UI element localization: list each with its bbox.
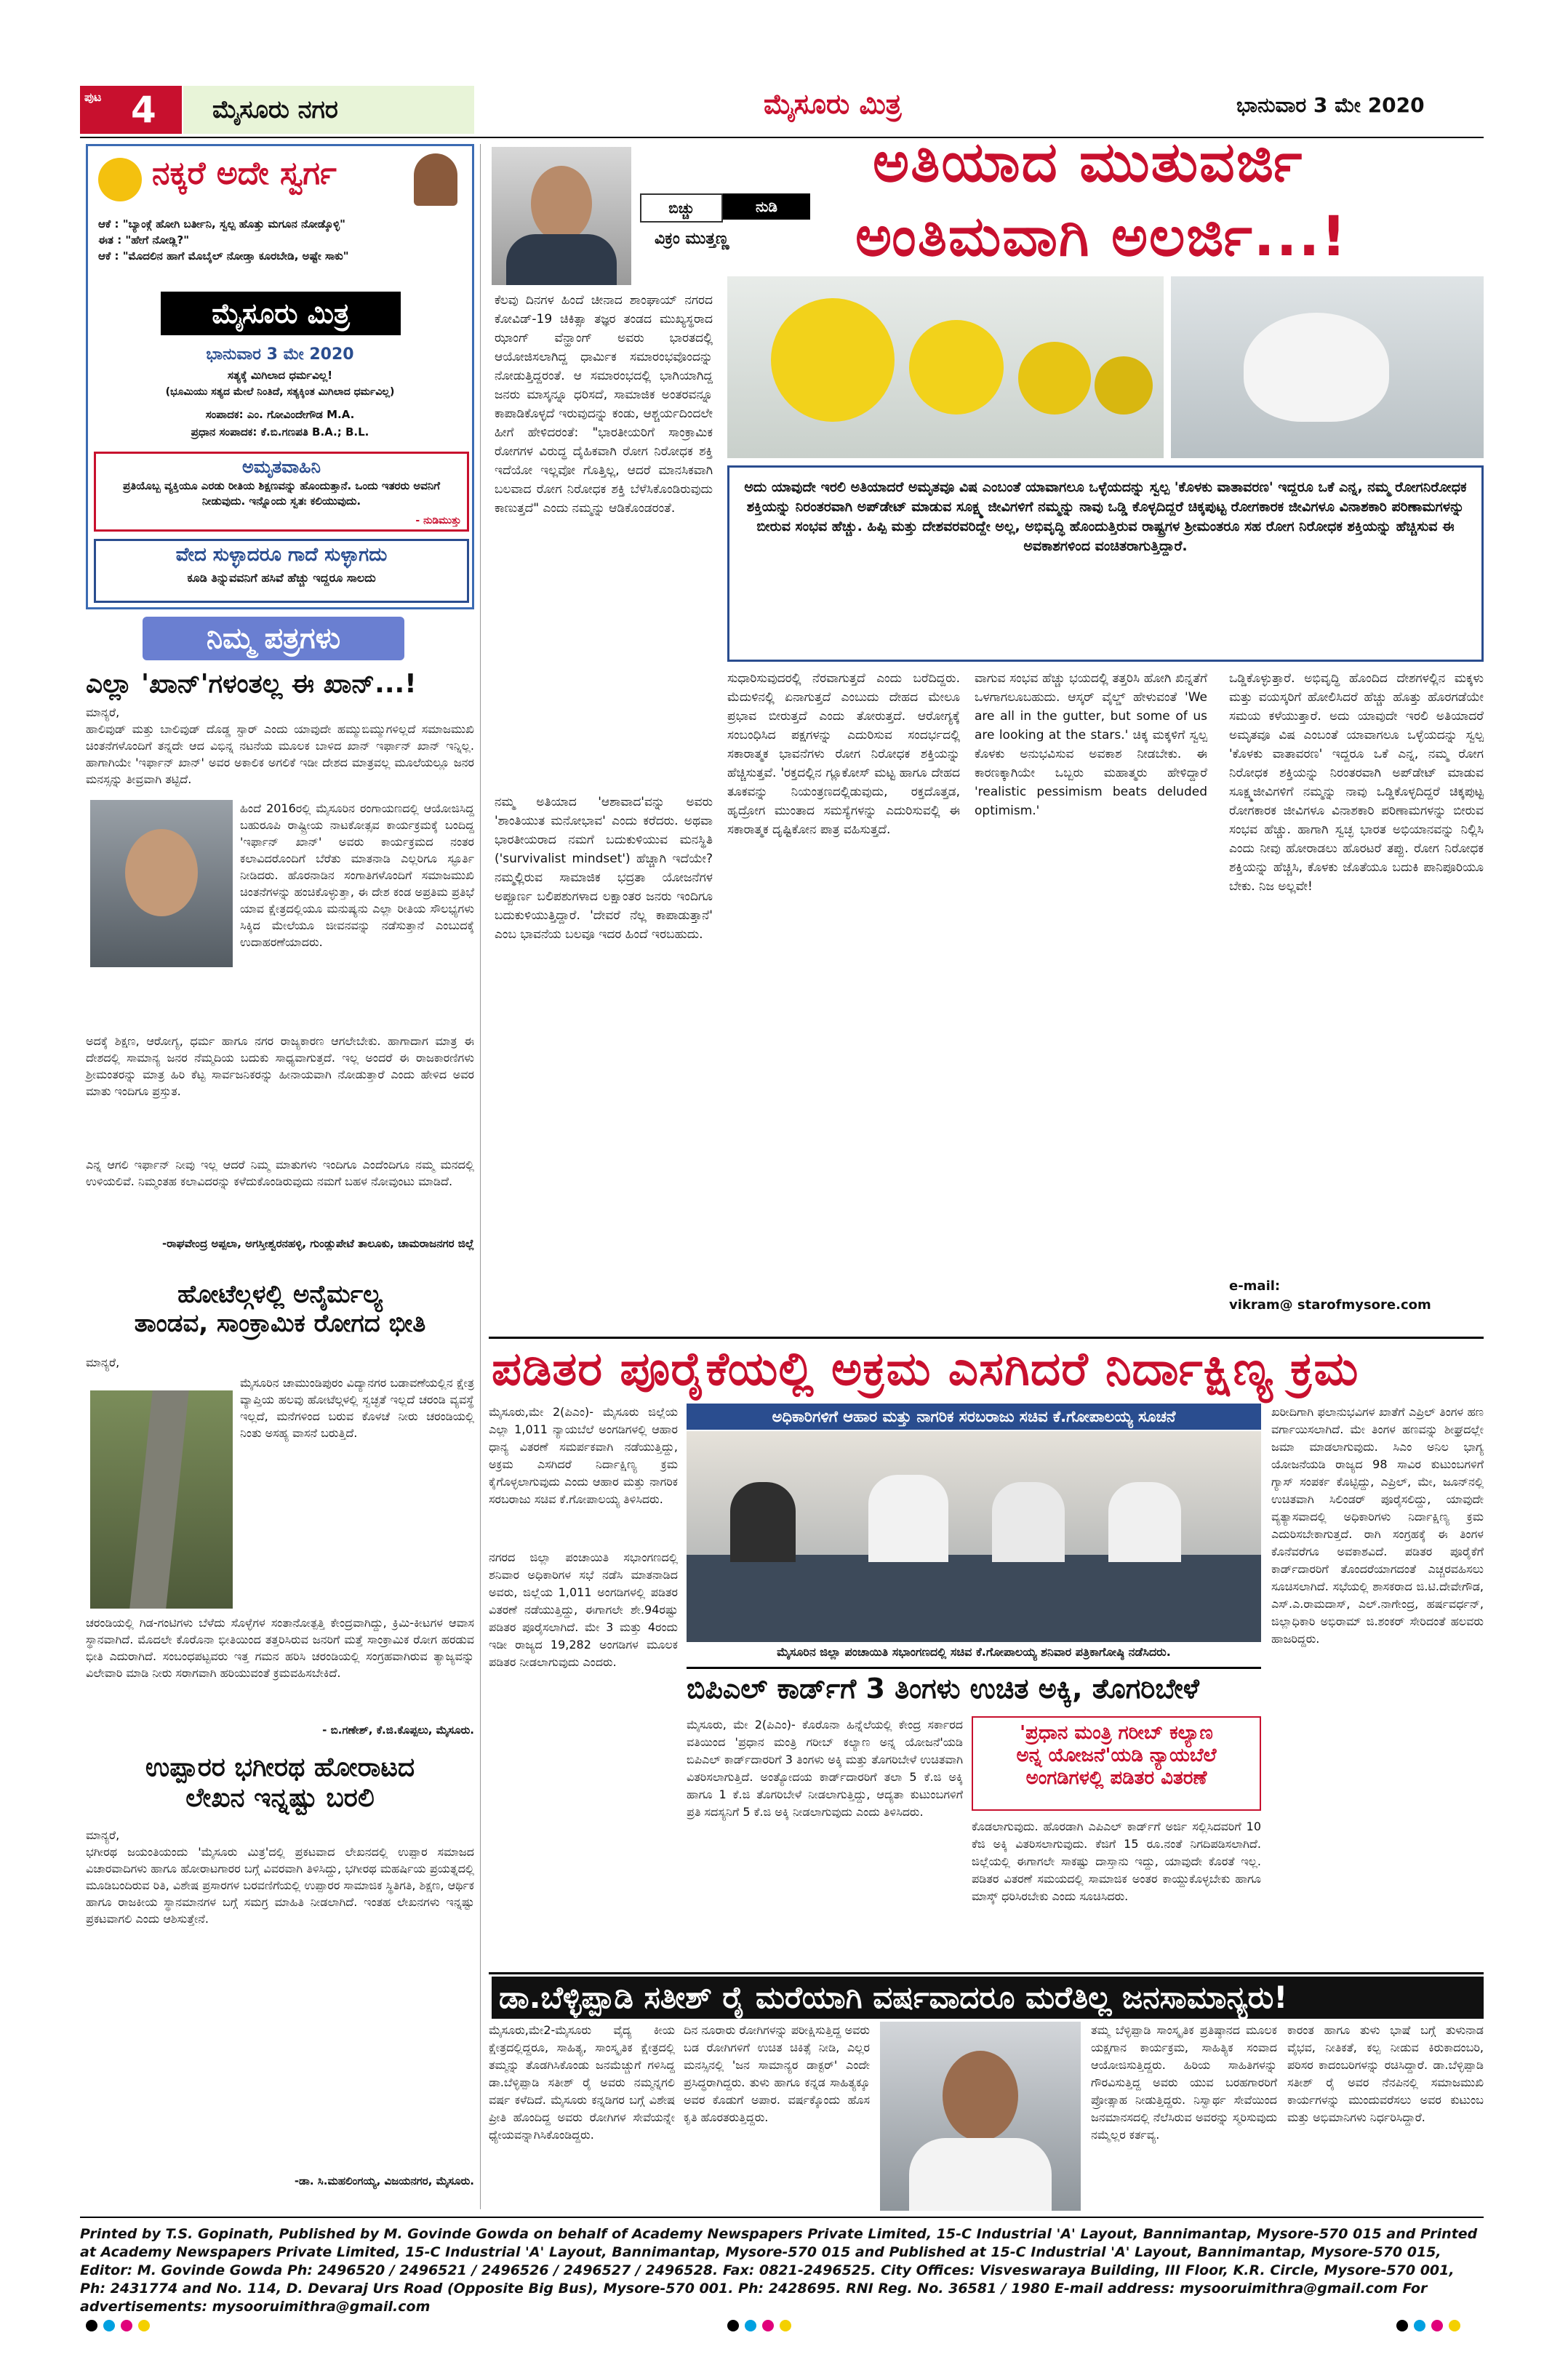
drain-photo	[90, 1390, 233, 1609]
news3-text-4: ಕಾರಂತ ಹಾಗೂ ತುಳು ಭಾಷೆ ಬಗ್ಗೆ ತುಳುನಾಡ ವೈಭವ, ನೀತಿಕತೆ, ಕಲ್ಪ ನೀಡುವ ಕಿರುಕಾದಂಬರಿ, ಪರಿಸರ ಕಾದಂಬರಿಗಳನ್ನು ರಚಿಸಿದ್ದಾರೆ. ಡಾ.ಬೆಳ್ಳಿಪ್ಪಾಡಿ ಸತೀಶ್ ರೈ ಅವರ ನೆನಪಿನಲ್ಲಿ ಸಮಾಜಮುಖಿ ಕಾರ್ಯಗಳನ್ನು ಮುಂದುವರೆಸಲು ಅವರ ಕುಟುಂಬ ಮತ್ತು ಅಭಿಮಾನಿಗಳು ನಿರ್ಧರಿಸಿದ್ದಾರೆ.	[1287, 2023, 1484, 2124]
joke-title: ನಕ್ಕರೆ ಅದೇ ಸ್ವರ್ಗ	[152, 155, 337, 192]
letter-title-line2: ತಾಂಡವ, ಸಾಂಕ್ರಾಮಿಕ ರೋಗದ ಭೀತಿ	[134, 1309, 426, 1338]
emoji-balls-photo	[727, 276, 1164, 458]
news1-text-1b: ನಗರದ ಜಿಲ್ಲಾ ಪಂಚಾಯಿತಿ ಸಭಾಂಗಣದಲ್ಲಿ ಶನಿವಾರ ಅಧಿಕಾರಿಗಳ ಸಭೆ ನಡೆಸಿ ಮಾತನಾಡಿದ ಅವರು, ಜಿಲ್ಲೆಯ 1,011 ಅಂಗಡಿಗಳಲ್ಲಿ ಪಡಿತರ ವಿತರಣೆ ನಡೆಯುತ್ತಿದ್ದು, ಈಗಾಗಲೇ ಶೇ.94ರಷ್ಟು ಪಡಿತರ ಪೂರೈಸಲಾಗಿದೆ. ಮೇ 3 ಮತ್ತು 4ರಂದು ಇಡೀ ರಾಜ್ಯದ 19,282 ಅಂಗಡಿಗಳ ಮೂಲಕ ಪಡಿತರ ನೀಡಲಾಗುವುದು ಎಂದರು.	[489, 1550, 678, 1669]
cartoon-figure-icon	[414, 153, 457, 206]
letter-author: - ಬಿ.ಗಣೇಶ್, ಕೆ.ಜಿ.ಕೊಪ್ಪಲು, ಮೈಸೂರು.	[322, 1724, 474, 1737]
print-dots-right	[1396, 2320, 1466, 2334]
section-city: ಮೈಸೂರು ನಗರ	[183, 86, 474, 134]
column-headline-1: ಅತಿಯಾದ ಮುತುವರ್ಜಿ	[873, 129, 1304, 194]
footer-imprint: Printed by T.S. Gopinath, Published by M. Govinde Gowda on behalf of Academy Newspapers Private Limited, 15-C Industrial 'A' Layout, Bannimantap, Mysore-570 015 and Printed at Academy Newspapers Private Limited, 15-C Industrial 'A' Layout, Bannimantap, Mysore-570 015 and Published at 15-C Industrial 'A' Layout, Bannimantap, Mysore-570 015, Editor: M. Govinde Gowda Ph: 2496520 / 2496521 / 2496526 / 2496527 / 2496528. Fax: 0821-2496525. City Offices: Visveswaraya Building, III Floor, K.R. Circle, Mysore-570 001, Ph: 2431774 and No. 114, D. Devaraj Urs Road (Opposite Big Bus), Mysore-570 001. Ph: 2428695. RNI Reg. No. 36581 / 1980 E-mail address: mysooruimithra@gmail.com For advertisements: mysooruimithra@gmail.com	[80, 2226, 1478, 2315]
angry-face-icon	[1018, 342, 1091, 415]
column-text-5: ಒಡ್ಡಿಕೊಳ್ಳುತ್ತಾರೆ. ಅಭಿವೃದ್ಧಿ ಹೊಂದಿದ ದೇಶಗಳಲ್ಲಿನ ಮಕ್ಕಳು ಮತ್ತು ವಯಸ್ಕರಿಗೆ ಹೋಲಿಸಿದರೆ ಹೆಚ್ಚು ಹೊತ್ತು ಹೊರಗಡೆಯೇ ಸಮಯ ಕಳೆಯುತ್ತಾರೆ. ಅದು ಯಾವುದೇ ಇರಲಿ ಅತಿಯಾದರೆ ಅಮೃತವೂ ವಿಷ ಎಂಬಂತೆ ಯಾವಾಗಲೂ ಒಳ್ಳೆಯದನ್ನು ಸ್ವಲ್ಪ 'ಕೊಳಕು ವಾತಾವರಣ' ಇದ್ದರೂ ಒಕೆ ಎನ್ನ, ನಮ್ಮ ರೋಗ ನಿರೋಧಕ ಶಕ್ತಿಯನ್ನು ನಿರಂತರವಾಗಿ ಅಪ್‌ಡೇಟ್ ಮಾಡುವ ಸೂಕ್ಷ್ಮಜೀವಿಗಳಿಗೆ ನಮ್ಮನ್ನು ನಾವು ಒಡ್ಡಿಕೊಳ್ಳದಿದ್ದರೆ ಚಿಕ್ಕಪುಟ್ಟ ರೋಗಕಾರಕ ಜೀವಿಗಳೂ ವಿನಾಶಕಾರಿ ಪರಿಣಾಮಗಳನ್ನು ಬೀರುವ ಸಂಭವ ಹೆಚ್ಚು. ಹಾಗಾಗಿ ಸ್ವಚ್ಛ ಭಾರತ ಅಭಿಯಾನವನ್ನು ನಿಲ್ಲಿಸಿ ಎಂದು ನೀವು ಹೋರಾಡಲು ಹೊರಟರೆ ತಪ್ಪು. ರೋಗ ನಿರೋಧಕ ಶಕ್ತಿಯನ್ನು ಹೆಚ್ಚಿಸಿ, ಕೊಳಕು ಜೊತೆಯೂ ಬದುಕಿ ಪಾನಿಪೂರಿಯೂ ಬೇಕು. ನಿಜ ಅಲ್ಲವೇ!	[1229, 671, 1484, 894]
salutation: ಮಾನ್ಯರೆ,	[86, 705, 120, 719]
face-shape	[125, 829, 198, 916]
paragraph: ಭಗೀರಥ ಜಯಂತಿಯಂದು 'ಮೈಸೂರು ಮಿತ್ರ'ದಲ್ಲಿ ಪ್ರಕಟವಾದ ಲೇಖನದಲ್ಲಿ ಉಪ್ಪಾರ ಸಮಾಜದ ವಿಚಾರವಾದಿಗಳು ಹಾಗೂ ಹೋರಾಟಗಾರರ ಬಗ್ಗೆ ವಿವರವಾಗಿ ತಿಳಿಸಿದ್ದು, ಭಗೀರಥ ಮಹರ್ಷಿಯ ಪ್ರಯತ್ನದಲ್ಲಿ ಮೂಡಿಬಂದಿರುವ ರಿತಿ, ವಿಶೇಷ ಪ್ರಸಾರಗಳ ಬರವಣಿಗೆಯಲ್ಲಿ ಉಪ್ಪಾರರ ಸಾಮಾಜಿಕ ಸ್ಥಿತಿಗತಿ, ಶಿಕ್ಷಣ, ಆರ್ಥಿಕ ಹಾಗೂ ರಾಜಕೀಯ ಸ್ಥಾನಮಾನಗಳ ಬಗ್ಗೆ ಸಮಗ್ರ ಮಾಹಿತಿ ನೀಡಲಾಗಿದೆ. ಇಂತಹ ಲೇಖನಗಳು ಇನ್ನಷ್ಟು ಪ್ರಕಟವಾಗಲಿ ಎಂದು ಆಶಿಸುತ್ತೇನೆ.	[86, 1845, 474, 1926]
publisher-line: ಪ್ರಧಾನ ಸಂಪಾದಕ: ಕೆ.ಬಿ.ಗಣಪತಿ B.A.; B.L.	[191, 425, 369, 439]
news-rule	[489, 1337, 1484, 1339]
news-rule	[489, 1972, 1484, 1974]
joke-line: ಈತ : "ಹೇಗೆ ನೋಡ್ಲಿ?"	[98, 233, 190, 247]
column-text-4: ವಾಗುವ ಸಂಭವ ಹೆಚ್ಚು ಭಯದಲ್ಲಿ ತತ್ತರಿಸಿ ಹೋಗಿ ಖಿನ್ನತೆಗೆ ಒಳಗಾಗಲೂಬಹುದು. ಆಸ್ಕರ್ ವೈಲ್ಡ್ ಹೇಳುವಂತೆ 'We are all in the gutter, but some of us are looking at the stars.' ಚಿಕ್ಕ ಮಕ್ಕಳಿಗೆ ಸ್ವಲ್ಪ ಕೊಳಕು ಅನುಭವಿಸುವ ಅವಕಾಶ ನೀಡಬೇಕು. ಈ ಕಾರಣಕ್ಕಾಗಿಯೇ ಒಬ್ಬರು ಮಹಾತ್ಮರು ಹೇಳಿದ್ದಾರೆ 'realistic pessimism beats deluded optimism.'	[975, 671, 1207, 818]
joke-header	[94, 152, 466, 209]
letter-paragraph: ಹಿಂದೆ 2016ರಲ್ಲಿ ಮೈಸೂರಿನ ರಂಗಾಯಣದಲ್ಲಿ ಆಯೋಜಿಸಿದ್ದ ಬಹುರೂಪಿ ರಾಷ್ಟ್ರೀಯ ನಾಟಕೋತ್ಸವ ಕಾರ್ಯಕ್ರಮಕ್ಕೆ ಬಂದಿದ್ದ 'ಇರ್ಫಾನ್ ಖಾನ್' ಅವರು ಕಾರ್ಯಕ್ರಮದ ನಂತರ ಕಲಾವಿದರೊಂದಿಗೆ ಬೆರೆತು ಮಾತನಾಡಿ ಎಲ್ಲರಿಗೂ ಸ್ಫೂರ್ತಿ ನೀಡಿದರು. ಹೊರನಾಡಿನ ಸಂಗಾತಿಗಳೊಂದಿಗೆ ಸಮಾಜಮುಖಿ ಚಿಂತನೆಗಳನ್ನು ಹಂಚಿಕೊಳ್ಳುತ್ತಾ, ಈ ದೇಶ ಕಂಡ ಅಪ್ರತಿಮ ಪ್ರತಿಭೆ ಯಾವ ಕ್ಷೇತ್ರದಲ್ಲಿಯೂ ಮನುಷ್ಯನು ಎಲ್ಲಾ ರೀತಿಯ ಸೌಲಭ್ಯಗಳು ಸಿಕ್ಕಿದ ಮೇಲೆಯೂ ಜೀವನವನ್ನು ನಡೆಸುತ್ತಾನೆ ಎಂಬುದಕ್ಕೆ ಉದಾಹರಣೆಯಾದರು.	[240, 801, 474, 949]
joke-line: ಆಕೆ : "ಬ್ಯಾಂಕ್ಗೆ ಹೋಗಿ ಬರ್ತೀನಿ, ಸ್ವಲ್ಪ ಹೊತ್ತು ಮಗೂನ ನೋಡ್ಕೊಳ್ಳಿ"	[98, 217, 345, 231]
drain-channel	[129, 1390, 189, 1609]
pull-quote: ಅದು ಯಾವುದೇ ಇರಲಿ ಅತಿಯಾದರೆ ಅಮೃತವೂ ವಿಷ ಎಂಬಂತೆ ಯಾವಾಗಲೂ ಒಳ್ಳೆಯದನ್ನು ಸ್ವಲ್ಪ 'ಕೊಳಕು ವಾತಾವರಣ' ಇದ್ದರೂ ಒಕೆ ಎನ್ನ, ನಮ್ಮ ರೋಗನಿರೋಧಕ ಶಕ್ತಿಯನ್ನು ನಿರಂತರವಾಗಿ ಅಪ್‌ಡೇಟ್ ಮಾಡುವ ಸೂಕ್ಷ್ಮ ಜೀವಿಗಳಿಗೆ ನಮ್ಮನ್ನು ನಾವು ಒಡ್ಡಿ ಕೊಳ್ಳದಿದ್ದರೆ ಚಿಕ್ಕಪುಟ್ಟ ರೋಗಕಾರಕ ಜೀವಿಗಳೂ ವಿನಾಶಕಾರಿ ಪರಿಣಾಮಗಳನ್ನು ಬೀರುವ ಸಂಭವ ಹೆಚ್ಚು. ಹಿಪ್ಪಿ ಮತ್ತು ದೇಶವರವರಿದ್ದೇ ಅಲ್ಲ, ಅಭಿವೃದ್ಧಿ ಹೊಂದುತ್ತಿರುವ ರಾಷ್ಟ್ರಗಳ ಶ್ರೀಮಂತರೂ ಸಹ ರೋಗ ನಿರೋಧಕ ಶಕ್ತಿಯನ್ನು ಹೆಚ್ಚಿಸುವ ಈ ಅವಕಾಶಗಳಿಂದ ವಂಚಿತರಾಗುತ್ತಿದ್ದಾರೆ.	[727, 465, 1484, 662]
letter-body	[86, 1354, 474, 1371]
column-tag-2: ನುಡಿ	[723, 193, 810, 220]
laughing-face-icon	[98, 158, 142, 201]
sad-face-icon	[771, 298, 895, 422]
shoulders-shape	[909, 2138, 1052, 2211]
page-number: 4	[131, 89, 156, 131]
print-dots-center	[727, 2320, 797, 2334]
proverb-box	[94, 539, 469, 603]
column-tag-1: ಬಿಚ್ಚು	[640, 193, 723, 223]
person-shape	[868, 1475, 948, 1562]
news2-headline: ಬಿಪಿಎಲ್ ಕಾರ್ಡ್‌ಗೆ 3 ತಿಂಗಳು ಉಚಿತ ಅಕ್ಕಿ, ತೊಗರಿಬೇಳೆ	[687, 1673, 1199, 1705]
joke-text	[98, 216, 462, 264]
news2-subhead-box	[972, 1716, 1261, 1811]
salutation: ಮಾನ್ಯರೆ,	[86, 1356, 120, 1369]
masthead: ಮೈಸೂರು ಮಿತ್ರ	[764, 87, 902, 120]
letter-paragraph: ಮೈಸೂರಿನ ಚಾಮುಂಡಿಪುರಂ ವಿದ್ಯಾನಗರ ಬಡಾವಣೆಯಲ್ಲಿನ ಕ್ಷೇತ್ರ ವ್ಯಾಪ್ತಿಯ ಹಲವು ಹೋಟೆಲ್ಗಳಲ್ಲಿ ಸ್ವಚ್ಛತೆ ಇಲ್ಲದೆ ಚರಂಡಿ ವ್ಯವಸ್ಥೆ ಇಲ್ಲದೆ, ಮನೆಗಳಿಂದ ಬರುವ ಕೊಳಚೆ ನೀರು ಚರಂಡಿಯಲ್ಲಿ ನಿಂತು ಅಸಹ್ಯ ವಾಸನೆ ಬರುತ್ತಿದೆ.	[240, 1376, 474, 1440]
paper-motto-sub: (ಭೂಮಿಯು ಸತ್ಯದ ಮೇಲೆ ನಿಂತಿದೆ, ಸತ್ಯಕ್ಕಿಂತ ಮಿಗಿಲಾದ ಧರ್ಮವಿಲ್ಲ)	[165, 386, 395, 398]
news3-text-1: ಮೈಸೂರು,ಮೇ2-ಮೈಸೂರು ವೈದ್ಯ ಕೀಯ ಕ್ಷೇತ್ರದಲ್ಲಿದ್ದರೂ, ಸಾಹಿತ್ಯ, ಸಾಂಸ್ಕೃತಿಕ ಕ್ಷೇತ್ರದಲ್ಲಿ ತಮ್ಮನ್ನು ತೊಡಗಿಸಿಕೊಂಡು ಜನಮೆಚ್ಚುಗೆ ಗಳಿಸಿದ್ದ ಡಾ.ಬೆಳ್ಳಿಪ್ಪಾಡಿ ಸತೀಶ್ ರೈ ಅವರು ನಮ್ಮನ್ನಗಲಿ ವರ್ಷ ಕಳೆದಿದೆ. ಮೈಸೂರು ಕನ್ನಡಿಗರ ಬಗ್ಗೆ ವಿಶೇಷ ಪ್ರೀತಿ ಹೊಂದಿದ್ದ ಅವರು ರೋಗಿಗಳ ಸೇವೆಯನ್ನೇ ಧ್ಯೇಯವನ್ನಾಗಿಸಿಕೊಂಡಿದ್ದರು.	[489, 2023, 675, 2142]
salutation: ಮಾನ್ಯರೆ,	[86, 1828, 120, 1842]
column-text-1: ಕೆಲವು ದಿನಗಳ ಹಿಂದೆ ಚೀನಾದ ಶಾಂಘಾಯ್ ನಗರದ ಕೋವಿಡ್-19 ಚಿಕಿತ್ಸಾ ತಜ್ಞರ ತಂಡದ ಮುಖ್ಯಸ್ಥರಾದ ಝಾಂಗ್ ವೆನ್ಹಾಂಗ್ ಅವರು ಭಾರತದಲ್ಲಿ ಆಯೋಜಿಸಲಾಗಿದ್ದ ಧಾರ್ಮಿಕ ಸಮಾರಂಭವೊಂದನ್ನು ನೋಡುತ್ತಿದ್ದರಂತೆ. ಆ ಸಮಾರಂಭದಲ್ಲಿ ಭಾಗಿಯಾಗಿದ್ದ ಜನರು ಮಾಸ್ಕನ್ನೂ ಧರಿಸದೆ, ಸಾಮಾಜಿಕ ಅಂತರವನ್ನೂ ಕಾಪಾಡಿಕೊಳ್ಳದೆ ಇರುವುದನ್ನು ಕಂಡು, ಆಶ್ಚರ್ಯದಿಂದಲೇ ಹೀಗೆ ಹೇಳಿದರಂತೆ: "ಭಾರತೀಯರಿಗೆ ಸಾಂಕ್ರಾಮಿಕ ರೋಗಗಳ ವಿರುದ್ಧ ದೈಹಿಕವಾಗಿ ರೋಗ ನಿರೋಧಕ ಶಕ್ತಿ ಇದೆಯೋ ಇಲ್ಲವೋ ಗೊತ್ತಿಲ್ಲ, ಆದರೆ ಮಾನಸಿಕವಾಗಿ ಬಲವಾದ ರೋಗ ನಿರೋಧಕ ಶಕ್ತಿ ಬೆಳೆಸಿಕೊಂಡಿರುವುದು ಕಾಣುತ್ತದೆ" ಎಂದು ನಮ್ಮನ್ನು ಆಡಿಕೊಂಡರಂತೆ.	[495, 293, 713, 516]
column-divider	[480, 144, 481, 2209]
email-label: e-mail:	[1229, 1278, 1281, 1294]
irfan-khan-photo	[90, 800, 233, 967]
proverb-text: ಕೂಡಿ ತಿನ್ನುವವನಿಗೆ ಹಸಿವೆ ಹೆಚ್ಚು ಇದ್ದರೂ ಸಾಲದು	[187, 571, 376, 585]
paper-logo: ಮೈಸೂರು ಮಿತ್ರ	[161, 292, 401, 335]
news1-text-1: ಮೈಸೂರು,ಮೇ 2(ಪಿಎಂ)- ಮೈಸೂರು ಜಿಲ್ಲೆಯ ಎಲ್ಲಾ 1,011 ನ್ಯಾಯಬೆಲೆ ಅಂಗಡಿಗಳಲ್ಲಿ ಆಹಾರ ಧಾನ್ಯ ವಿತರಣೆ ಸಮರ್ಪಕವಾಗಿ ನಡೆಯುತ್ತಿದ್ದು, ಅಕ್ರಮ ಎಸಗಿದರೆ ನಿರ್ದಾಕ್ಷಿಣ್ಯ ಕ್ರಮ ಕೈಗೊಳ್ಳಲಾಗುವುದು ಎಂದು ಆಹಾರ ಮತ್ತು ನಾಗರಿಕ ಸರಬರಾಜು ಸಚಿವ ಕೆ.ಗೋಪಾಲಯ್ಯ ತಿಳಿಸಿದರು.	[489, 1405, 678, 1506]
proverb-title: ವೇದ ಸುಳ್ಳಾದರೂ ಗಾದೆ ಸುಳ್ಳಾಗದು	[175, 544, 388, 566]
letter-uppara	[86, 1753, 474, 1814]
page-number-tag	[80, 86, 182, 134]
amruta-author: - ನುಡಿಮುತ್ತು	[415, 515, 461, 527]
letters-section-header: ನಿಮ್ಮ ಪತ್ರಗಳು	[143, 617, 404, 660]
shoulders-shape	[506, 234, 617, 285]
amruta-title: ಅಮೃತವಾಹಿನಿ	[242, 457, 321, 477]
person-shape	[1108, 1482, 1181, 1562]
author-photo	[492, 147, 631, 285]
letter-author: -ಡಾ. ಸಿ.ಮಹಲಿಂಗಯ್ಯ, ವಿಜಯನಗರ, ಮೈಸೂರು.	[294, 2174, 474, 2187]
news2-subhead-3: ಅಂಗಡಿಗಳಲ್ಲಿ ಪಡಿತರ ವಿತರಣೆ	[1025, 1767, 1207, 1789]
column-text-2: ನಮ್ಮ ಅತಿಯಾದ 'ಆಶಾವಾದ'ವನ್ನು ಅವರು 'ಶಾಂತಿಯುತ ಮನೋಭಾವ' ಎಂದು ಕರೆದರು. ಅಥವಾ ಭಾರತೀಯರಾದ ನಮಗೆ ಬದುಕುಳಿಯುವ ಮನಸ್ಥಿತಿ ('survivalist mindset') ಹೆಚ್ಚಾಗಿ ಇದೆಯೇ? ನಮ್ಮಲ್ಲಿರುವ ಸಾಮಾಜಿಕ ಭದ್ರತಾ ಯೋಜನೆಗಳ ಅಪ್ಪೂರ್ಣ ಬಲಿಪಶುಗಳಾದ ಲಕ್ಷಾಂತರ ಜನರು ಇಂದಿಗೂ ಬದುಕುಳಿಯುತ್ತಿದ್ದಾರೆ. 'ದೇವರೆ ನೆಲ್ಲ ಕಾಪಾಡುತ್ತಾನೆ' ಎಂಬ ಭಾವನೆಯ ಬಲವೂ ಇದರ ಹಿಂದೆ ಇರಬಹುದು.	[495, 795, 713, 942]
author-email: vikram@ starofmysore.com	[1229, 1297, 1431, 1313]
joke-line: ಆಕೆ : "ಮೊದಲಿನ ಹಾಗೆ ಮೊಬೈಲ್ ನೋಡ್ತಾ ಕೂರಬೇಡಿ, ಅಷ್ಟೇ ಸಾಕು"	[98, 249, 349, 263]
letter-body	[86, 1827, 474, 1927]
table-shape	[687, 1555, 1261, 1642]
paper-motto: ಸತ್ಯಕ್ಕೆ ಮಿಗಿಲಾದ ಧರ್ಮವಿಲ್ಲ!	[227, 369, 333, 382]
letter-hotels	[86, 1280, 474, 1338]
news1-caption: ಮೈಸೂರಿನ ಜಿಲ್ಲಾ ಪಂಚಾಯಿತಿ ಸಭಾಂಗಣದಲ್ಲಿ ಸಚಿವ ಕೆ.ಗೋಪಾಲಯ್ಯ ಶನಿವಾರ ಪತ್ರಿಕಾಗೋಷ್ಠಿ ನಡೆಸಿದರು.	[777, 1645, 1171, 1659]
person-shape	[730, 1482, 796, 1562]
letter-title: ಉಪ್ಪಾರರ ಭಗೀರಥ ಹೋರಾಟದ	[145, 1753, 415, 1782]
letter-title: ಎಲ್ಲಾ 'ಖಾನ್'ಗಳಂತಲ್ಲ ಈ ಖಾನ್...!	[86, 669, 417, 699]
column-author: ವಿಕ್ರಂ ಮುತ್ತಣ್ಣ	[655, 230, 729, 248]
paragraph: ಹಾಲಿವುಡ್ ಮತ್ತು ಬಾಲಿವುಡ್ ದೊಡ್ಡ ಸ್ಟಾರ್ ಎಂದು ಯಾವುದೇ ಹಮ್ಮುಬಿಮ್ಮುಗಳಿಲ್ಲದೆ ಸಮಾಜಮುಖಿ ಚಿಂತನೆಗಳೊಂದಿಗೆ ತನ್ನದೇ ಆದ ವಿಭಿನ್ನ ನಟನೆಯ ಮೂಲಕ ಬಾಳಿದ ಖಾನ್ ಇರ್ಫಾನ್ ಖಾನ್ ಇನ್ನಿಲ್ಲ. ಹಾಗಾಗಿಯೇ 'ಇರ್ಫಾನ್ ಖಾನ್' ಅವರ ಅಕಾಲಿಕ ಅಗಲಿಕೆ ಇಡೀ ದೇಶದ ಮಾತ್ರವಲ್ಲ ಮೂಲೆಯಲ್ಲೂ ಜನರ ಮನಸ್ಸನ್ನು ತೀವ್ರವಾಗಿ ತಟ್ಟಿದೆ.	[86, 722, 474, 786]
letter-title-line2: ಲೇಖನ ಇನ್ನಷ್ಟು ಬರಲಿ	[185, 1783, 375, 1813]
news1-headline: ಪಡಿತರ ಪೂರೈಕೆಯಲ್ಲಿ ಅಕ್ರಮ ಎಸಗಿದರೆ ನಿರ್ದಾಕ್ಷಿಣ್ಯ ಕ್ರಮ	[492, 1342, 1359, 1396]
column-headline-2: ಅಂತಿಮವಾಗಿ ಅಲರ್ಜಿ...!	[855, 204, 1348, 268]
news2-subhead-1: 'ಪ್ರಧಾನ ಮಂತ್ರಿ ಗರೀಬ್ ಕಲ್ಯಾಣ	[1020, 1722, 1213, 1744]
news1-text-4: ಖರೀದಿಗಾಗಿ ಫಲಾನುಭವಿಗಳ ಖಾತೆಗೆ ಎಪ್ರಿಲ್ ತಿಂಗಳ ಹಣ ವರ್ಗಾಯಿಸಲಾಗಿದೆ. ಮೇ ತಿಂಗಳ ಹಣವನ್ನು ಶೀಘ್ರದಲ್ಲೇ ಜಮಾ ಮಾಡಲಾಗುವುದು. ಸಿಎಂ ಅನಿಲ ಭಾಗ್ಯ ಯೋಜನೆಯಡಿ ರಾಜ್ಯದ 98 ಸಾವಿರ ಕುಟುಂಬಗಳಿಗೆ ಗ್ಯಾಸ್ ಸಂಪರ್ಕ ಕೊಟ್ಟಿದ್ದು, ಎಪ್ರಿಲ್, ಮೇ, ಜೂನ್‌ನಲ್ಲಿ ಉಚಿತವಾಗಿ ಸಿಲಿಂಡರ್ ಪೂರೈಸಲಿದ್ದು, ಯಾವುದೇ ವ್ಯತ್ಯಾಸವಾದಲ್ಲಿ ಅಧಿಕಾರಿಗಳು ನಿರ್ದಾಕ್ಷಿಣ್ಯ ಕ್ರಮ ಎದುರಿಸಬೇಕಾಗುತ್ತದೆ. ರಾಗಿ ಸಂಗ್ರಹಕ್ಕೆ ಈ ತಿಂಗಳ ಕೊನೆವರೆಗೂ ಅವಕಾಶವಿದೆ. ಪಡಿತರ ಪೂರೈಕೆಗೆ ಕಾರ್ಡ್‌ದಾರರಿಗೆ ತೊಂದರೆಯಾಗದಂತೆ ಎಚ್ಚರವಹಿಸಲು ಸೂಚಿಸಲಾಗಿದೆ. ಸಭೆಯಲ್ಲಿ ಶಾಸಕರಾದ ಜಿ.ಟಿ.ದೇವೇಗೌಡ, ಎಸ್.ಎ.ರಾಮದಾಸ್, ಎಲ್.ನಾಗೇಂದ್ರ, ಹರ್ಷವರ್ಧನ್, ಜಿಲ್ಲಾಧಿಕಾರಿ ಅಭಿರಾಮ್ ಜಿ.ಶಂಕರ್ ಸೇರಿದಂತೆ ಹಲವರು ಹಾಜರಿದ್ದರು.	[1271, 1405, 1484, 1646]
news2-subhead-2: ಅನ್ನ ಯೋಜನೆ'ಯಡಿ ನ್ಯಾಯಬೆಲೆ	[1016, 1745, 1217, 1766]
news3-headline: ಡಾ.ಬೆಳ್ಳಿಪ್ಪಾಡಿ ಸತೀಶ್ ರೈ ಮರೆಯಾಗಿ ವರ್ಷವಾದರೂ ಮರೆತಿಲ್ಲ ಜನಸಾಮಾನ್ಯರು!	[492, 1977, 1484, 2019]
mask-photo	[1171, 276, 1484, 458]
footer-rule	[80, 2217, 1484, 2218]
letter-body	[86, 704, 474, 788]
editor-line: ಸಂಪಾದಕ: ಎಂ. ಗೋವಿಂದೇಗೌಡ M.A.	[205, 408, 355, 421]
news2-text-1: ಮೈಸೂರು, ಮೇ 2(ಪಿಎಂ)- ಕೊರೊನಾ ಹಿನ್ನೆಲೆಯಲ್ಲಿ ಕೇಂದ್ರ ಸರ್ಕಾರದ ವತಿಯಿಂದ 'ಪ್ರಧಾನ ಮಂತ್ರಿ ಗರೀಬ್ ಕಲ್ಯಾಣ ಅನ್ನ ಯೋಜನೆ'ಯಡಿ ಬಿಪಿಎಲ್ ಕಾರ್ಡ್‌ದಾರರಿಗೆ 3 ತಿಂಗಳು ಅಕ್ಕಿ ಮತ್ತು ತೊಗರಿಬೇಳೆ ಉಚಿತವಾಗಿ ವಿತರಿಸಲಾಗುತ್ತಿದೆ. ಅಂತ್ಯೋದಯ ಕಾರ್ಡ್‌ದಾರರಿಗೆ ತಲಾ 5 ಕೆ.ಜಿ ಅಕ್ಕಿ ಹಾಗೂ 1 ಕೆ.ಜಿ ತೊಗರಿಬೇಳೆ ನೀಡಲಾಗುತ್ತಿದ್ದು, ಆದ್ಯತಾ ಕುಟುಂಬಗಳಿಗೆ ಪ್ರತಿ ಸದಸ್ಯನಿಗೆ 5 ಕೆ.ಜಿ ಅಕ್ಕಿ ನೀಡಲಾಗುವುದು ಎಂದು ತಿಳಿಸಿದರು.	[687, 1718, 963, 1819]
amruta-box	[94, 452, 469, 532]
worried-face-icon	[1095, 356, 1153, 415]
news-rule	[687, 1667, 1261, 1669]
satish-rai-photo	[880, 2022, 1081, 2211]
person-shape	[992, 1482, 1065, 1562]
amruta-text: ಪ್ರತಿಯೊಬ್ಬ ವ್ಯಕ್ತಿಯೂ ಎರಡು ರೀತಿಯ ಶಿಕ್ಷಣವನ್ನು ಹೊಂದುತ್ತಾನೆ. ಒಂದು ಇತರರು ಅವನಿಗೆ ನೀಡುವುದು. ಇನ್ನೊಂದು ಸ್ವತಃ ಕಲಿಯುವುದು.	[123, 479, 440, 508]
news3-text-3: ತಮ್ಮ ಬೆಳ್ಳಿಪ್ಪಾಡಿ ಸಾಂಸ್ಕೃತಿಕ ಪ್ರತಿಷ್ಠಾನದ ಮೂಲಕ ಯಕ್ಷಗಾನ ಕಾರ್ಯಕ್ರಮ, ಸಾಹಿತ್ಯಿಕ ಸಂವಾದ ಆಯೋಜಿಸುತ್ತಿದ್ದರು. ಹಿರಿಯ ಸಾಹಿತಿಗಳನ್ನು ಗೌರವಿಸುತ್ತಿದ್ದ ಅವರು ಯುವ ಬರಹಗಾರರಿಗೆ ಪ್ರೋತ್ಸಾಹ ನೀಡುತ್ತಿದ್ದರು. ನಿಸ್ವಾರ್ಥ ಸೇವೆಯಿಂದ ಜನಮಾನಸದಲ್ಲಿ ನೆಲೆಸಿರುವ ಅವರನ್ನು ಸ್ಮರಿಸುವುದು ನಮ್ಮೆಲ್ಲರ ಕರ್ತವ್ಯ.	[1091, 2023, 1277, 2142]
press-meet-photo	[687, 1431, 1261, 1642]
page-label: ಪುಟ	[84, 90, 102, 104]
print-dots-left	[86, 2320, 156, 2334]
left-info-box	[86, 144, 474, 609]
letter-paragraph: ಎನ್ನ ಆಗಲಿ ಇರ್ಫಾನ್ ನೀವು ಇಲ್ಲ ಆದರೆ ನಿಮ್ಮ ಮಾತುಗಳು ಇಂದಿಗೂ ಎಂದೆಂದಿಗೂ ನಮ್ಮ ಮನದಲ್ಲಿ ಉಳಿಯಲಿವೆ. ನಿಮ್ಮಂತಹ ಕಲಾವಿದರನ್ನು ಕಳೆದುಕೊಂಡಿರುವುದು ನಮಗೆ ಬಹಳ ನೋವುಂಟು ಮಾಡಿದೆ.	[86, 1158, 474, 1188]
letter-paragraph: ಅದಕ್ಕೆ ಶಿಕ್ಷಣ, ಆರೋಗ್ಯ, ಧರ್ಮ ಹಾಗೂ ನಗರ ರಾಜ್ಯಕಾರಣ ಆಗಲೇಬೇಕು. ಹಾಗಾದಾಗ ಮಾತ್ರ ಈ ದೇಶದಲ್ಲಿ ಸಾಮಾನ್ಯ ಜನರ ನೆಮ್ಮದಿಯ ಬದುಕು ಸಾಧ್ಯವಾಗುತ್ತದೆ. ಇಲ್ಲ ಅಂದರೆ ಈ ರಾಜಕಾರಣಿಗಳು ಶ್ರೀಮಂತರನ್ನು ಮಾತ್ರ ಹಿರಿ ಕೆಟ್ಟ ಸಾರ್ವಜನಿಕರನ್ನು ಹೀನಾಯವಾಗಿ ನೋಡುತ್ತಾರೆ ಎಂದು ಹೇಳಿದ ಅವರ ಮಾತು ಇಂದಿಗೂ ಪ್ರಸ್ತುತ.	[86, 1034, 474, 1098]
face-mask-shape	[1244, 313, 1389, 422]
face-shape	[531, 166, 592, 241]
face-shape	[943, 2051, 1018, 2141]
column-text-3: ಸುಧಾರಿಸುವುದರಲ್ಲಿ ನೆರವಾಗುತ್ತದೆ ಎಂದು ಬರೆದಿದ್ದರು. ಮೆದುಳಿನಲ್ಲಿ ಏನಾಗುತ್ತದೆ ಎಂಬುದು ದೇಹದ ಮೇಲೂ ಪ್ರಭಾವ ಬೀರುತ್ತದೆ ಎಂದು ತೋರುತ್ತದೆ. ಆರೋಗ್ಯಕ್ಕೆ ಸಂಬಂಧಿಸಿದ ಪಕ್ಷಗಳನ್ನು ಎದುರಿಸುವ ಸಂದರ್ಭದಲ್ಲಿ ಸಕಾರಾತ್ಮಕ ಭಾವನೆಗಳು ರೋಗ ನಿರೋಧಕ ಶಕ್ತಿಯನ್ನು ಹೆಚ್ಚಿಸುತ್ತವೆ. 'ರಕ್ತದಲ್ಲಿನ ಗ್ಲೂಕೋಸ್ ಮಟ್ಟ ಹಾಗೂ ದೇಹದ ತೂಕವನ್ನು ನಿಯಂತ್ರಣದಲ್ಲಿಡುವುದು, ರಕ್ತದೊತ್ತಡ, ಹೃದ್ರೋಗ ಮುಂತಾದ ಸಮಸ್ಯೆಗಳನ್ನು ಎದುರಿಸುವಲ್ಲಿ ಈ ಸಕಾರಾತ್ಮಕ ದೃಷ್ಟಿಕೋನ ಪಾತ್ರ ವಹಿಸುತ್ತದೆ.	[727, 671, 960, 837]
letter-irfan	[86, 669, 474, 788]
letter-paragraph: ಚರಂಡಿಯಲ್ಲಿ ಗಿಡ-ಗಂಟಿಗಳು ಬೆಳೆದು ಸೊಳ್ಳೆಗಳ ಸಂತಾನೋತ್ಪತ್ತಿ ಕೇಂದ್ರವಾಗಿದ್ದು, ಕ್ರಿಮಿ-ಕೀಟಗಳ ಆವಾಸ ಸ್ಥಾನವಾಗಿದೆ. ಮೊದಲೇ ಕೊರೊನಾ ಭೀತಿಯಿಂದ ತತ್ತರಿಸಿರುವ ಜನರಿಗೆ ಮತ್ತೆ ಸಾಂಕ್ರಾಮಿಕ ರೋಗ ಹರಡುವ ಭೀತಿ ಎದುರಾಗಿದೆ. ಸಂಬಂಧಪಟ್ಟವರು ಇತ್ತ ಗಮನ ಹರಿಸಿ ಚರಂಡಿಯಲ್ಲಿ ಸಂಗ್ರಹವಾಗಿರುವ ತ್ಯಾಜ್ಯವನ್ನು ವಿಲೇವಾರಿ ಮಾಡಿ ನೀರು ಸರಾಗವಾಗಿ ಹರಿಯುವಂತೆ ಕ್ರಮವಹಿಸಬೇಕಿದೆ.	[86, 1616, 474, 1680]
news3-text-2: ದಿನ ನೂರಾರು ರೋಗಿಗಳನ್ನು ಪರೀಕ್ಷಿಸುತ್ತಿದ್ದ ಅವರು ಬಡ ರೋಗಿಗಳಿಗೆ ಉಚಿತ ಚಿಕಿತ್ಸೆ ನೀಡಿ, ಎಲ್ಲರ ಮನಸ್ಸಿನಲ್ಲಿ 'ಜನ ಸಾಮಾನ್ಯರ ಡಾಕ್ಟರ್' ಎಂದೇ ಪ್ರಸಿದ್ಧರಾಗಿದ್ದರು. ತುಳು ಹಾಗೂ ಕನ್ನಡ ಸಾಹಿತ್ಯಕ್ಕೂ ಅವರ ಕೊಡುಗೆ ಅಪಾರ. ವರ್ಷಕ್ಕೊಂದು ಹೊಸ ಕೃತಿ ಹೊರತರುತ್ತಿದ್ದರು.	[684, 2023, 870, 2124]
dateline: ಭಾನುವಾರ 3 ಮೇ 2020	[1236, 93, 1425, 117]
neutral-face-icon	[909, 320, 1004, 415]
news2-text-2: ಕೊಡಲಾಗುವುದು. ಹೊರಡಾಗಿ ಎಪಿಎಲ್ ಕಾರ್ಡ್‌ಗೆ ಅರ್ಜಿ ಸಲ್ಲಿಸಿದವರಿಗೆ 10 ಕೆಜಿ ಅಕ್ಕಿ ವಿತರಿಸಲಾಗುವುದು. ಕೆಜಿಗೆ 15 ರೂ.ನಂತೆ ನಿಗದಿಪಡಿಸಲಾಗಿದೆ. ಜಿಲ್ಲೆಯಲ್ಲಿ ಈಗಾಗಲೇ ಸಾಕಷ್ಟು ದಾಸ್ತಾನು ಇದ್ದು, ಯಾವುದೇ ಕೊರತೆ ಇಲ್ಲ. ಪಡಿತರ ವಿತರಣೆ ಸಮಯದಲ್ಲಿ ಸಾಮಾಜಿಕ ಅಂತರ ಕಾಯ್ದುಕೊಳ್ಳಬೇಕು ಹಾಗೂ ಮಾಸ್ಕ್ ಧರಿಸಿರಬೇಕು ಎಂದು ಸೂಚಿಸಿದರು.	[972, 1819, 1261, 1903]
news1-photo-title: ಅಧಿಕಾರಿಗಳಿಗೆ ಆಹಾರ ಮತ್ತು ನಾಗರಿಕ ಸರಬರಾಜು ಸಚಿವ ಕೆ.ಗೋಪಾಲಯ್ಯ ಸೂಚನೆ	[687, 1404, 1261, 1430]
letter-author: -ರಾಘವೇಂದ್ರ ಅಪ್ಪಲಾ, ಅಗಸ್ತೀಶ್ವರನಹಳ್ಳಿ, ಗುಂಡ್ಲುಪೇಟೆ ತಾಲೂಕು, ಚಾಮರಾಜನಗರ ಜಿಲ್ಲೆ	[162, 1237, 474, 1250]
letter-title: ಹೋಟೆಲ್ಗಳಲ್ಲಿ ಅನೈರ್ಮಲ್ಯ	[177, 1280, 383, 1309]
paper-date: ಭಾನುವಾರ 3 ಮೇ 2020	[206, 345, 354, 364]
